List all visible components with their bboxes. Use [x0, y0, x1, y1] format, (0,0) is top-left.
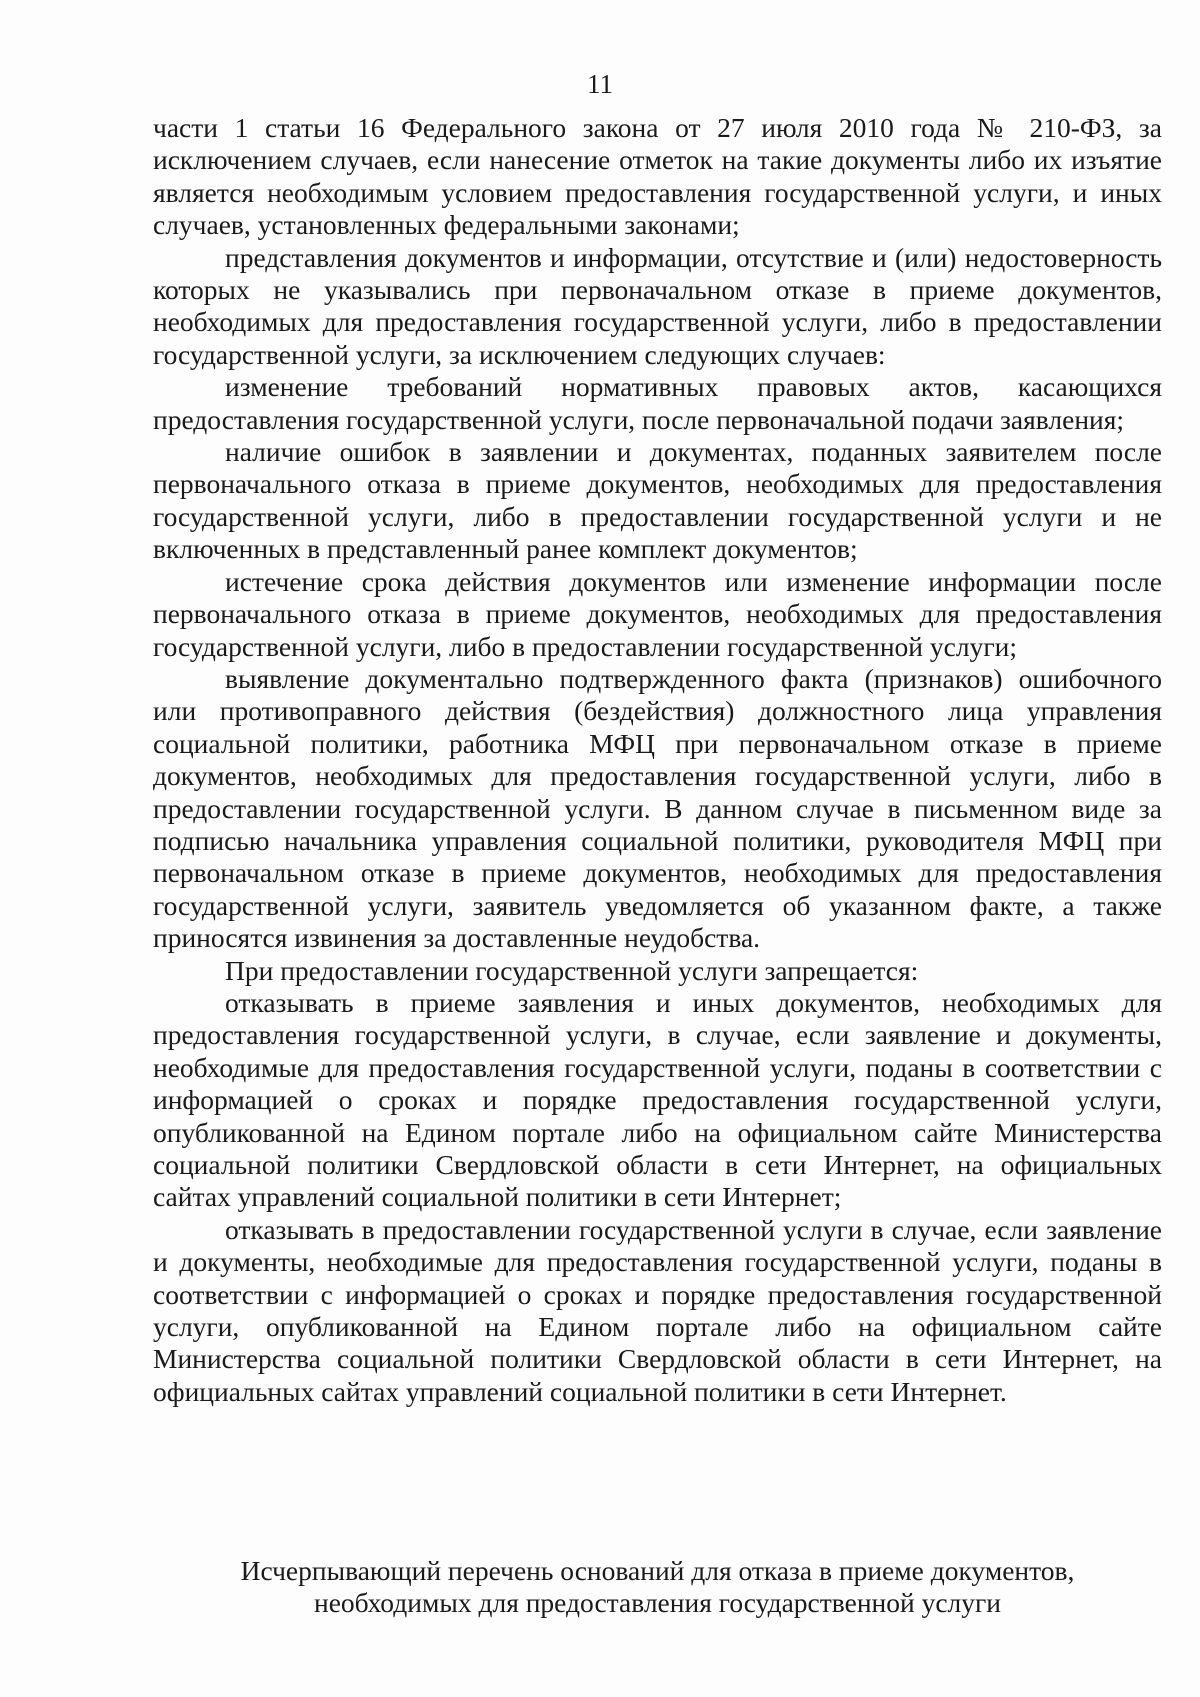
- paragraph-5: истечение срока действия документов или изменение информации после первоначального отказа в приеме документов, необходимых для предоставления государственной услуги, либо в предоставлении государственной услуги;: [153, 565, 1162, 662]
- paragraph-2: представления документов и информации, отсутствие и (или) недостоверность которых не указывались при первоначальном отказе в приеме документов, необходимых для предоставления государственной услуги, либо в предоставлении государственной услуги, за исключением следующих случаев:: [153, 241, 1162, 370]
- section-heading-line-1: Исчерпывающий перечень оснований для отказа в приеме документов,: [240, 1555, 1075, 1586]
- paragraph-9: отказывать в предоставлении государственной услуги в случае, если заявление и документы, необходимые для предоставления государственной услуги, поданы в соответствии с информацией о сроках и порядке предоставления государственной услуги, опубликованной на Едином портале либо на официальном сайте Министерства социальной политики Свердловской области в сети Интернет, на официальных сайтах управлений социальной политики в сети Интернет.: [153, 1213, 1162, 1407]
- paragraph-3: изменение требований нормативных правовых актов, касающихся предоставления государственной услуги, после первоначальной подачи заявления;: [153, 371, 1162, 435]
- page-number: 11: [587, 69, 613, 99]
- paragraph-8: отказывать в приеме заявления и иных документов, необходимых для предоставления государственной услуги, в случае, если заявление и документы, необходимые для предоставления государственной услуги, поданы в соответствии с информацией о сроках и порядке предоставления государственной услуги, опубликованной на Едином портале либо на официальном сайте Министерства социальной политики Свердловской области в сети Интернет, на официальных сайтах управлений социальной политики в сети Интернет;: [153, 986, 1162, 1213]
- section-heading: [153, 1555, 1162, 1620]
- paragraph-6: выявление документально подтвержденного факта (признаков) ошибочного или противоправного действия (бездействия) должностного лица управления социальной политики, работника МФЦ при первоначальном отказе в приеме документов, необходимых для предоставления государственной услуги, либо в предоставлении государственной услуги. В данном случае в письменном виде за подписью начальника управления социальной политики, руководителя МФЦ при первоначальном отказе в приеме документов, необходимых для предоставления государственной услуги, заявитель уведомляется об указанном факте, а также приносятся извинения за доставленные неудобства.: [153, 662, 1162, 954]
- paragraph-1: части 1 статьи 16 Федерального закона от 27 июля 2010 года № 210-ФЗ, за исключением случаев, если нанесение отметок на такие документы либо их изъятие является необходимым условием предоставления государственной услуги, и иных случаев, установленных федеральными законами;: [153, 112, 1162, 241]
- paragraph-7: При предоставлении государственной услуги запрещается:: [225, 954, 919, 986]
- section-heading-line-2: необходимых для предоставления государственной услуги: [313, 1587, 1002, 1619]
- paragraph-4: наличие ошибок в заявлении и документах, поданных заявителем после первоначального отказа в приеме документов, необходимых для предоставления государственной услуги, либо в предоставлении государственной услуги и не включенных в представленный ранее комплект документов;: [153, 436, 1162, 565]
- body-text: [153, 112, 1162, 1408]
